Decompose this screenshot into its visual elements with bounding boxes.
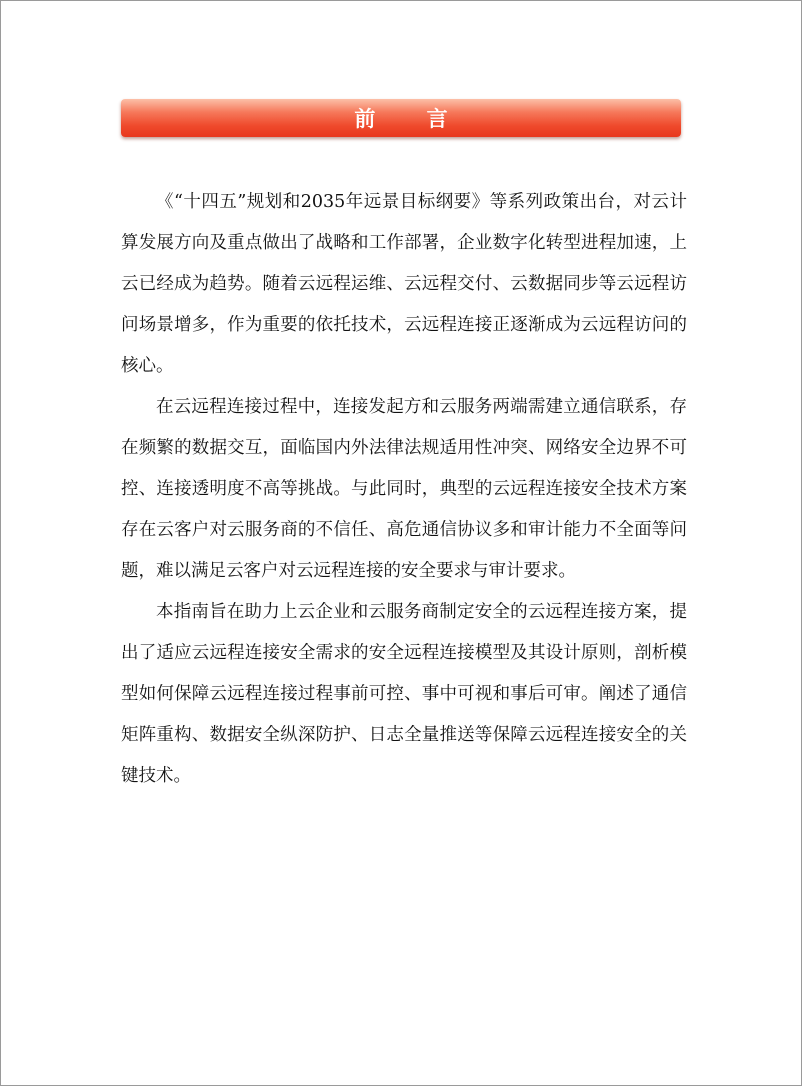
title-banner: [121, 99, 681, 137]
paragraph-1: 《“十四五”规划和2035年远景目标纲要》等系列政策出台，对云计算发展方向及重点做出了战略和工作部署，企业数字化转型进程加速，上云已经成为趋势。随着云远程运维、云远程交付、云数据同步等云远程访问场景增多，作为重要的依托技术，云远程连接正逐渐成为云远程访问的核心。: [121, 192, 687, 376]
body-text: [121, 182, 687, 797]
page-title: 前 言: [354, 107, 470, 131]
paragraph-3: 本指南旨在助力上云企业和云服务商制定安全的云远程连接方案，提出了适应云远程连接安全需求的安全远程连接模型及其设计原则，剖析模型如何保障云远程连接过程事前可控、事中可视和事后可审。阐述了通信矩阵重构、数据安全纵深防护、日志全量推送等保障云远程连接安全的关键技术。: [121, 602, 687, 786]
paragraph-2: 在云远程连接过程中，连接发起方和云服务两端需建立通信联系，存在频繁的数据交互，面临国内外法律法规适用性冲突、网络安全边界不可控、连接透明度不高等挑战。与此同时，典型的云远程连接安全技术方案存在云客户对云服务商的不信任、高危通信协议多和审计能力不全面等问题，难以满足云客户对云远程连接的安全要求与审计要求。: [121, 397, 687, 581]
